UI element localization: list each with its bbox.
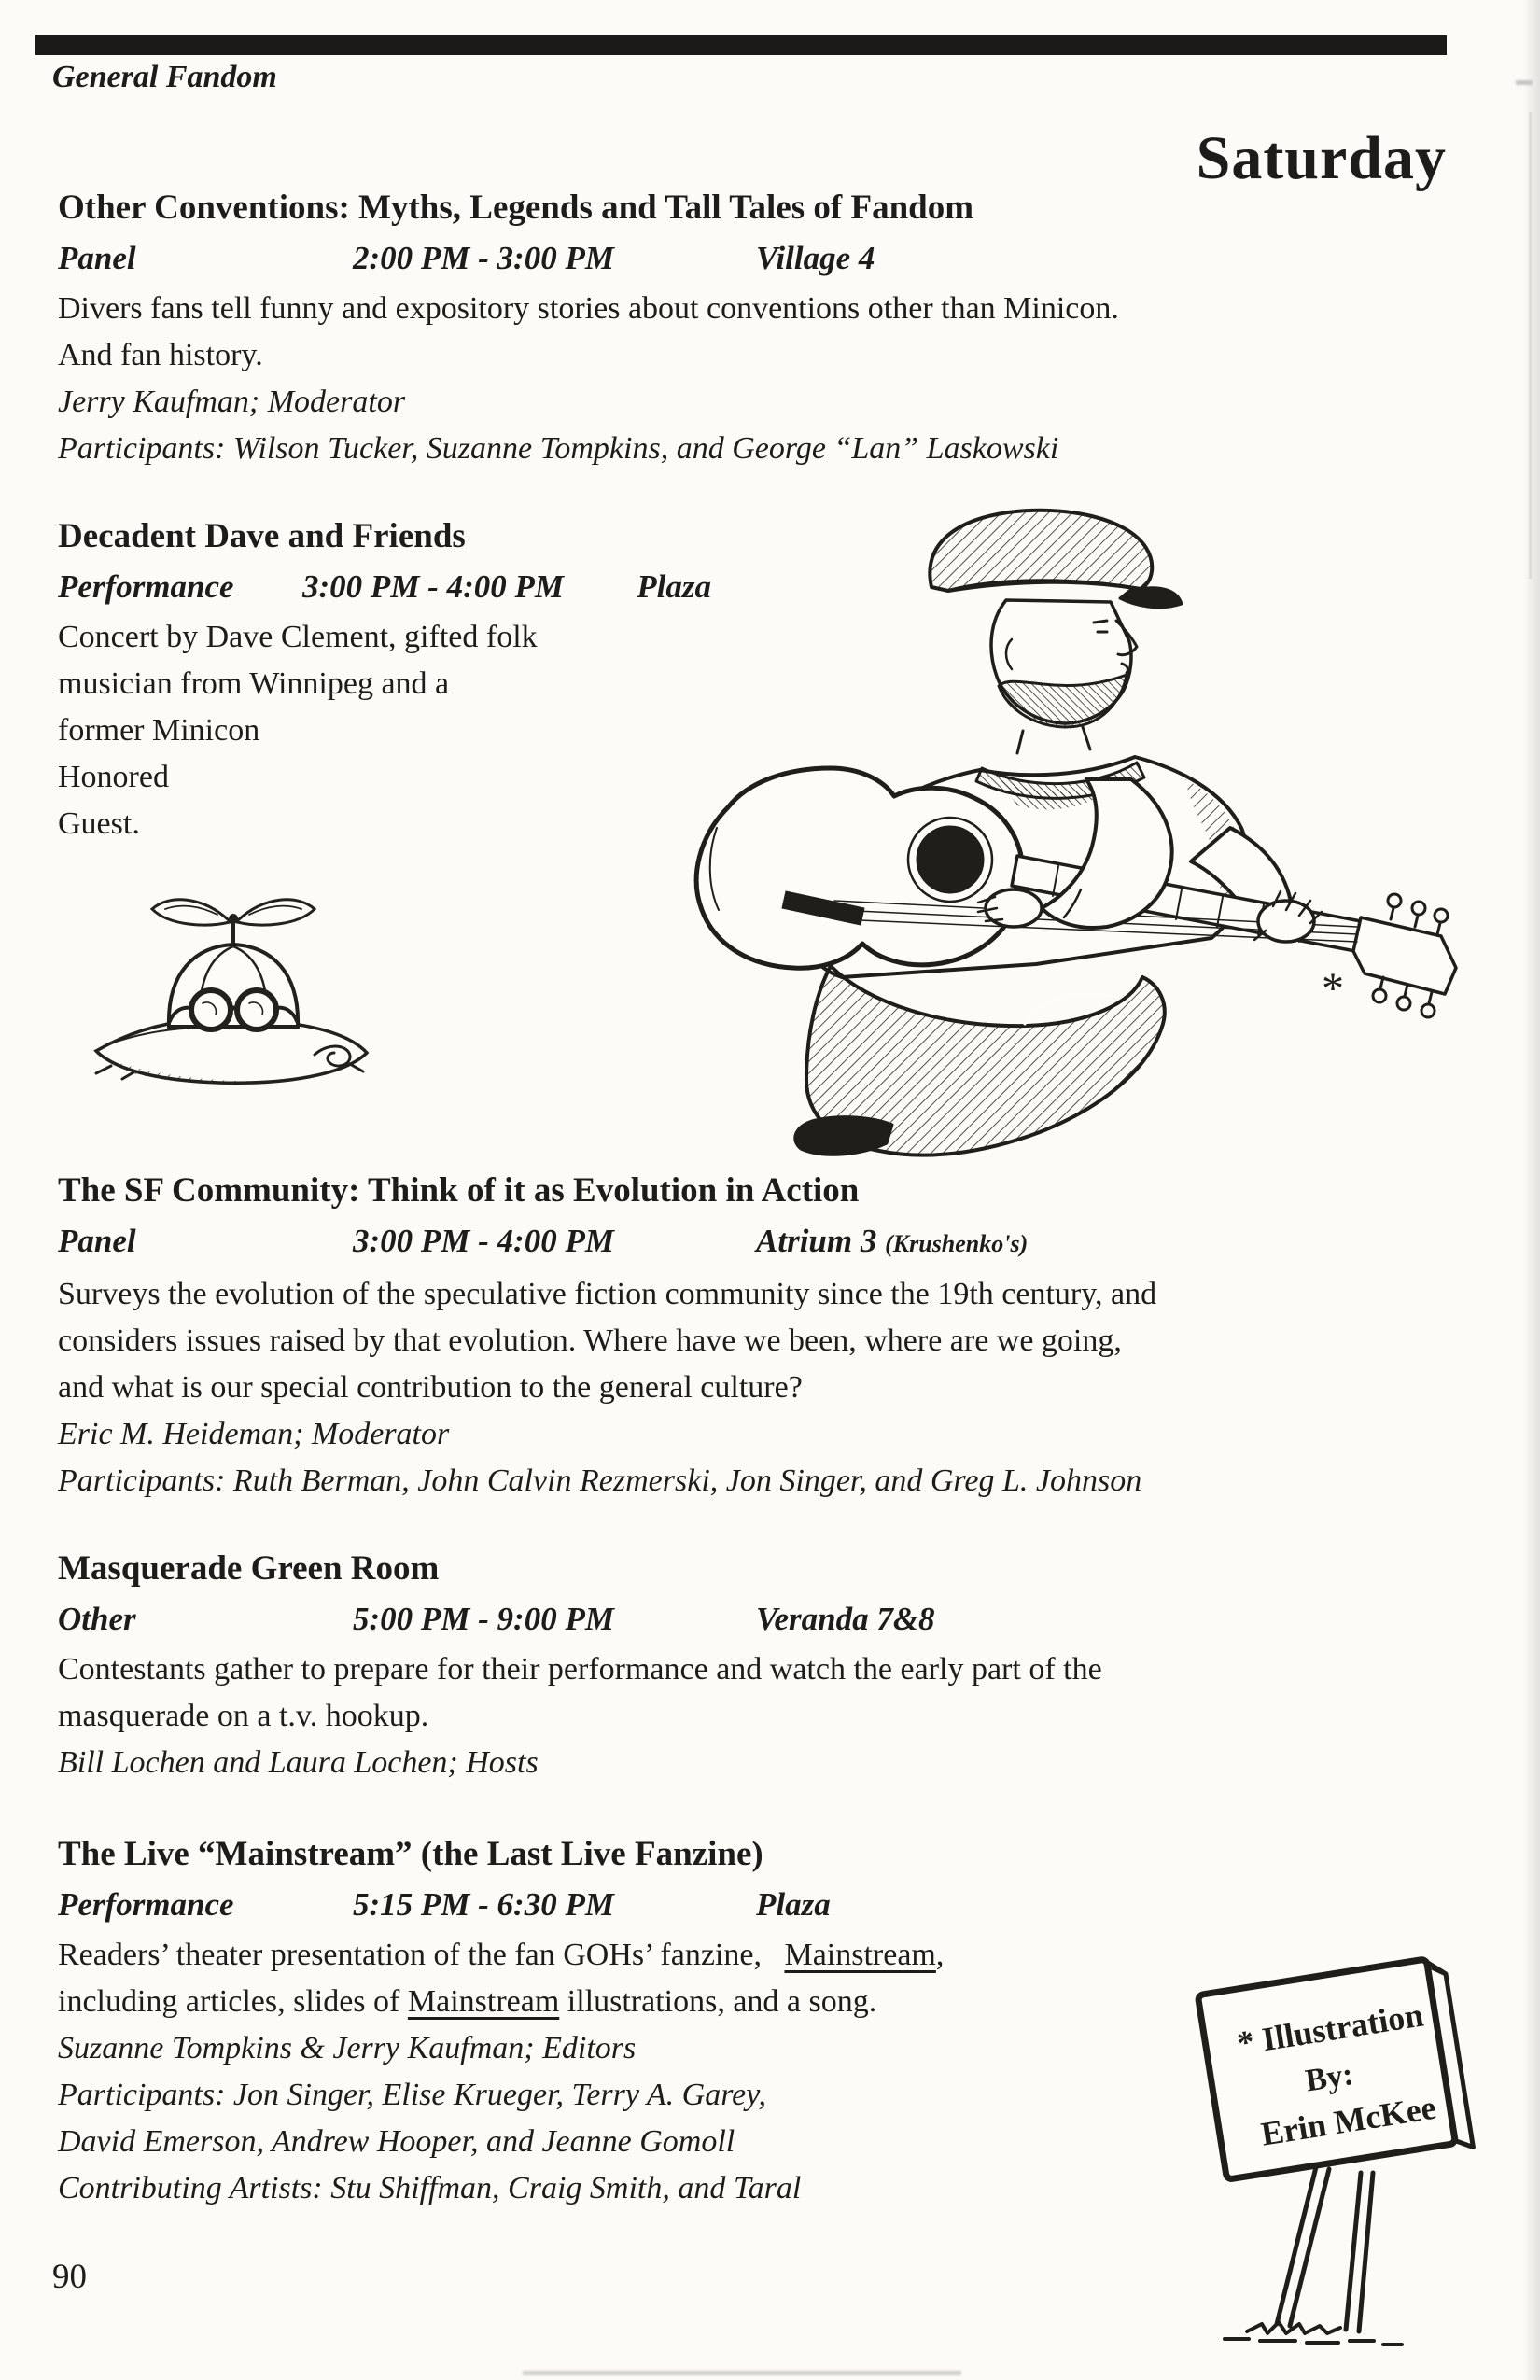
event-location: Veranda 7&8 bbox=[756, 1601, 935, 1637]
propeller-icon bbox=[152, 900, 315, 945]
event-description-line: Surveys the evolution of the speculative fiction community since the 19th century, and bbox=[58, 1277, 1157, 1311]
underlined-fanzine-name: Mainstream bbox=[407, 1984, 560, 2019]
event-description-line: Contestants gather to prepare for their performance and watch the early part of the bbox=[58, 1652, 1102, 1687]
day-heading: Saturday bbox=[1196, 124, 1447, 192]
event-meta-row bbox=[58, 1220, 1484, 1266]
event-description-line: Divers fans tell funny and expository stories about conventions other than Minicon. bbox=[58, 291, 1119, 326]
soundhole bbox=[917, 826, 984, 893]
event-credit-line: David Emerson, Andrew Hooper, and Jeanne Gomoll bbox=[58, 2124, 735, 2159]
scan-artifact-line bbox=[1529, 112, 1532, 579]
event-title: The SF Community: Think of it as Evolution in Action bbox=[58, 1171, 860, 1210]
sign-posts bbox=[1277, 2167, 1373, 2331]
event-type: Performance bbox=[58, 568, 234, 605]
event-type: Performance bbox=[58, 1886, 234, 1923]
headstock bbox=[1353, 894, 1456, 1017]
footnote-asterisk: * bbox=[1322, 964, 1344, 1014]
event-type: Panel bbox=[58, 240, 136, 276]
event-credit-line: Suzanne Tompkins & Jerry Kaufman; Editors bbox=[58, 2031, 637, 2065]
cap-brim bbox=[1120, 588, 1182, 608]
event-credit-line: Jerry Kaufman; Moderator bbox=[58, 385, 406, 419]
scan-edge-shade bbox=[1523, 0, 1540, 2380]
sign-line-3: Erin McKee bbox=[1258, 2088, 1439, 2153]
event-description-line: Concert by Dave Clement, gifted folk bbox=[58, 620, 538, 654]
top-rule-bar bbox=[35, 35, 1447, 55]
program-section bbox=[58, 1169, 1484, 1505]
scan-artifact-dash bbox=[1516, 80, 1533, 85]
event-credit-line: Participants: Ruth Berman, John Calvin Rezmerski, Jon Singer, and Greg L. Johnson bbox=[58, 1463, 1142, 1498]
program-section bbox=[58, 187, 1484, 472]
event-time: 2:00 PM - 3:00 PM bbox=[353, 240, 614, 276]
program-section bbox=[58, 1547, 1484, 1786]
illustration-credit-sign bbox=[1167, 1923, 1521, 2380]
underlined-fanzine-name: Mainstream bbox=[784, 1938, 936, 1972]
event-description-line: musician from Winnipeg and a bbox=[58, 666, 450, 701]
propeller-beanie-illustration bbox=[79, 868, 387, 1101]
sign-line-1: * Illustration bbox=[1234, 1995, 1426, 2063]
event-time: 3:00 PM - 4:00 PM bbox=[353, 1223, 614, 1259]
event-location-note: (Krushenko's) bbox=[885, 1230, 1029, 1257]
event-credit-line: Participants: Wilson Tucker, Suzanne Tompkins, and George “Lan” Laskowski bbox=[58, 431, 1059, 466]
event-meta-row bbox=[58, 237, 1484, 280]
event-description-line: Guest. bbox=[58, 806, 140, 841]
event-location: Plaza bbox=[756, 1886, 831, 1923]
event-description-line: And fan history. bbox=[58, 338, 263, 372]
event-type: Panel bbox=[58, 1223, 136, 1259]
sign-line-2: By: bbox=[1303, 2056, 1356, 2099]
flat-cap bbox=[930, 511, 1152, 591]
scan-artifact-bottom bbox=[523, 2371, 961, 2375]
event-meta-row bbox=[58, 1883, 1484, 1926]
event-description-line: former Minicon bbox=[58, 713, 260, 748]
event-type: Other bbox=[58, 1601, 136, 1637]
event-credit-line: Contributing Artists: Stu Shiffman, Craig Smith, and Taral bbox=[58, 2171, 802, 2205]
event-location: Plaza bbox=[637, 568, 711, 605]
event-description-line: considers issues raised by that evolution. Where have we been, where are we going, bbox=[58, 1323, 1122, 1358]
event-meta-row bbox=[58, 1598, 1484, 1641]
page-number: 90 bbox=[52, 2258, 87, 2296]
event-title: Masquerade Green Room bbox=[58, 1549, 440, 1588]
event-location: Atrium 3 (Krushenko's) bbox=[756, 1223, 1029, 1259]
event-location: Village 4 bbox=[756, 240, 875, 276]
event-description-line: Honored bbox=[58, 760, 169, 794]
guitarist-illustration bbox=[420, 499, 1465, 1167]
event-title: The Live “Mainstream” (the Last Live Fanzine) bbox=[58, 1835, 763, 1873]
event-time: 5:15 PM - 6:30 PM bbox=[353, 1886, 614, 1923]
event-description-line: and what is our special contribution to the general culture? bbox=[58, 1370, 803, 1405]
event-description-line: including articles, slides of Mainstream illustrations, and a song. bbox=[58, 1984, 877, 2019]
event-description-line: Readers’ theater presentation of the fan GOHs’ fanzine, Mainstream, bbox=[58, 1938, 945, 1972]
event-credit-line: Bill Lochen and Laura Lochen; Hosts bbox=[58, 1745, 539, 1780]
event-title: Other Conventions: Myths, Legends and Tall Tales of Fandom bbox=[58, 189, 974, 227]
event-description-line: masquerade on a t.v. hookup. bbox=[58, 1699, 429, 1733]
event-credit-line: Eric M. Heideman; Moderator bbox=[58, 1417, 450, 1451]
event-title: Decadent Dave and Friends bbox=[58, 517, 466, 555]
category-label: General Fandom bbox=[52, 60, 277, 94]
event-credit-line: Participants: Jon Singer, Elise Krueger, Terry A. Garey, bbox=[58, 2078, 766, 2112]
event-time: 3:00 PM - 4:00 PM bbox=[302, 568, 564, 605]
event-time: 5:00 PM - 9:00 PM bbox=[353, 1601, 614, 1637]
grass bbox=[1247, 2322, 1340, 2333]
